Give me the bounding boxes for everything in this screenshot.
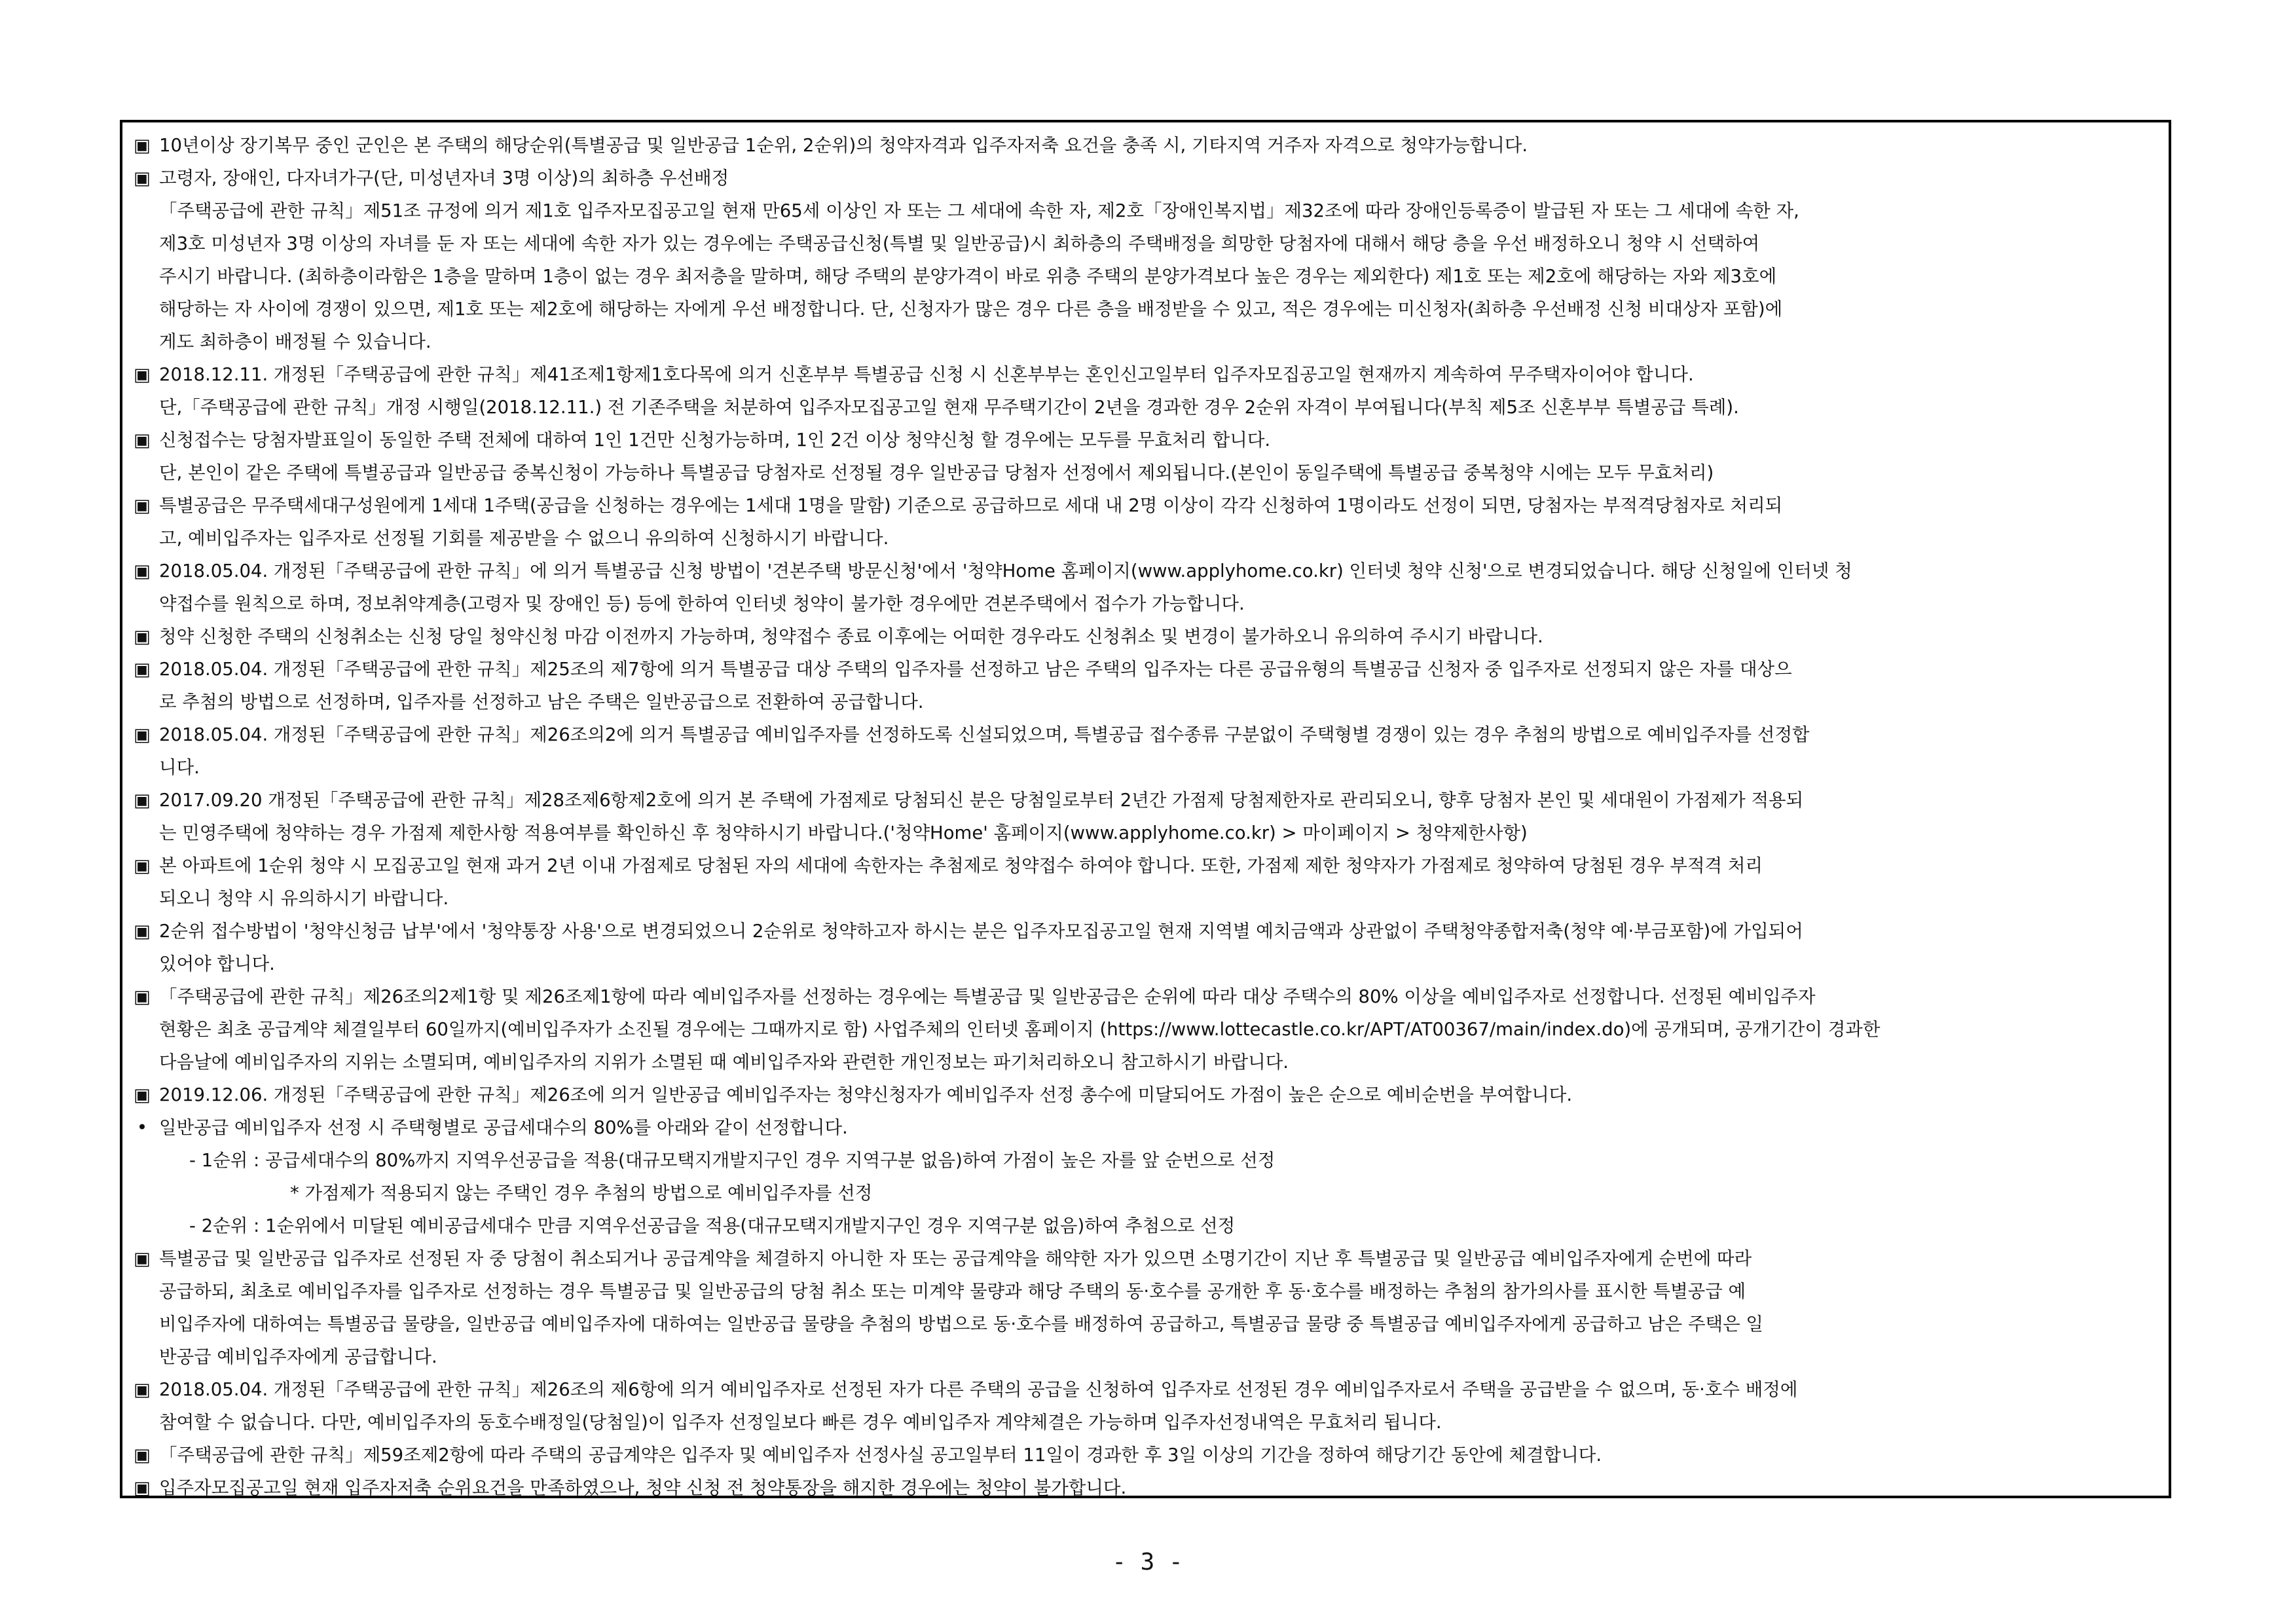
notice-line: 10년이상 장기복무 중인 군인은 본 주택의 해당순위(특별공급 및 일반공급 1순위, 2순위)의 청약자격과 입주자저축 요건을 충족 시, 기타지역 거주자 자격으로 청약가능합니다. [159, 135, 1528, 156]
square-marker-icon: ▣ [134, 364, 151, 385]
notice-line: 니다. [159, 757, 200, 778]
notice-item [129, 129, 2162, 162]
notice-item [129, 1373, 2162, 1439]
notice-line: 게도 최하층이 배정될 수 있습니다. [159, 331, 431, 352]
square-marker-icon: ▣ [134, 561, 151, 581]
notice-line: 고, 예비입주자는 입주자로 선정될 기회를 제공받을 수 없으니 유의하여 신청하시기 바랍니다. [159, 528, 889, 549]
square-marker-icon: ▣ [134, 430, 151, 451]
notice-item [129, 1242, 2162, 1373]
sub-list-rank2: - 2순위 : 1순위에서 미달된 예비공급세대수 만큼 지역우선공급을 적용(대규모택지개발지구인 경우 지역구분 없음)하여 추첨으로 선정 [189, 1215, 1236, 1236]
notice-line: 제3호 미성년자 3명 이상의 자녀를 둔 자 또는 세대에 속한 자가 있는 경우에는 주택공급신청(특별 및 일반공급)시 최하층의 주택배정을 희망한 당첨자에 대해서 해당 층을 우선 배정하오니 청약 시 선택하여 [159, 233, 1760, 254]
notice-box [120, 120, 2171, 1498]
notice-line: 있어야 합니다. [159, 953, 275, 974]
notice-line: 특별공급 및 일반공급 입주자로 선정된 자 중 당첨이 취소되거나 공급계약을 체결하지 아니한 자 또는 공급계약을 해약한 자가 있으면 소명기간이 지난 후 특별공급 및 일반공급 예비입주자에게 순번에 따라 [159, 1248, 1752, 1269]
notice-line: 「주택공급에 관한 규칙」제51조 규정에 의거 제1호 입주자모집공고일 현재 만65세 이상인 자 또는 그 세대에 속한 자, 제2호「장애인복지법」제32조에 따라 장애인등록증이 발급된 자 또는 그 세대에 속한 자, [159, 200, 1799, 221]
square-marker-icon: ▣ [134, 495, 151, 516]
notice-line: 되오니 청약 시 유의하시기 바랍니다. [159, 888, 449, 909]
square-marker-icon: ▣ [134, 659, 151, 680]
sub-list-rank1: - 1순위 : 공급세대수의 80%까지 지역우선공급을 적용(대규모택지개발지구인 경우 지역구분 없음)하여 가점이 높은 자를 앞 순번으로 선정 [189, 1150, 1276, 1171]
bullet-marker: • [136, 1117, 148, 1138]
square-marker-icon: ▣ [134, 855, 151, 876]
notice-item [129, 849, 2162, 915]
notice-line: 공급하되, 최초로 예비입주자를 입주자로 선정하는 경우 특별공급 및 일반공급의 당첨 취소 또는 미계약 물량과 해당 주택의 동·호수를 공개한 후 동·호수를 배정하는 추첨의 참가의사를 표시한 특별공급 예 [159, 1281, 1746, 1302]
notice-item [129, 358, 2162, 424]
notice-line: 반공급 예비입주자에게 공급합니다. [159, 1346, 437, 1367]
notice-line: 는 민영주택에 청약하는 경우 가점제 제한사항 적용여부를 확인하신 후 청약하시기 바랍니다.('청약Home' 홈페이지(www.applyhome.co.kr) > 마이페이지 > 청약제한사항) [159, 822, 1528, 843]
notice-line: 비입주자에 대하여는 특별공급 물량을, 일반공급 예비입주자에 대하여는 일반공급 물량을 추첨의 방법으로 동·호수를 배정하여 공급하고, 특별공급 물량 중 특별공급 예비입주자에게 공급하고 남은 주택은 일 [159, 1314, 1763, 1335]
notice-line: 특별공급은 무주택세대구성원에게 1세대 1주택(공급을 신청하는 경우에는 1세대 1명을 말함) 기준으로 공급하므로 세대 내 2명 이상이 각각 신청하여 1명이라도 선정이 되면, 당첨자는 부적격당첨자로 처리되 [159, 495, 1783, 516]
notice-item [129, 555, 2162, 620]
notice-line: 2018.05.04. 개정된「주택공급에 관한 규칙」제26조의2에 의거 특별공급 예비입주자를 선정하도록 신설되었으며, 특별공급 접수종류 구분없이 주택형별 경쟁이 있는 경우 추첨의 방법으로 예비입주자를 선정합 [159, 724, 1810, 745]
notice-line: 본 아파트에 1순위 청약 시 모집공고일 현재 과거 2년 이내 가점제로 당첨된 자의 세대에 속한자는 추첨제로 청약접수 하여야 합니다. 또한, 가점제 제한 청약자가 가점제로 청약하여 당첨된 경우 부적격 처리 [159, 855, 1763, 876]
square-marker-icon: ▣ [134, 1248, 151, 1269]
square-marker-icon: ▣ [134, 790, 151, 811]
notice-list-continued [129, 1242, 2162, 1504]
notice-line: 입주자모집공고일 현재 입주자저축 순위요건을 만족하였으나, 청약 신청 전 청약통장을 해지한 경우에는 청약이 불가합니다. [159, 1477, 1127, 1498]
notice-line: 주시기 바랍니다. (최하층이라함은 1층을 말하며 1층이 없는 경우 최저층을 말하며, 해당 주택의 분양가격이 바로 위층 주택의 분양가격보다 높은 경우는 제외한다) 제1호 또는 제2호에 해당하는 자와 제3호에 [159, 266, 1777, 287]
sub-list-head: • 일반공급 예비입주자 선정 시 주택형별로 공급세대수의 80%를 아래와 같이 선정합니다. [129, 1111, 2162, 1144]
notice-item [129, 620, 2162, 653]
square-marker-icon: ▣ [134, 986, 151, 1007]
notice-line: 2017.09.20 개정된「주택공급에 관한 규칙」제28조제6항제2호에 의거 본 주택에 가점제로 당첨되신 분은 당첨일로부터 2년간 가점제 당첨제한자로 관리되오니, 향후 당첨자 본인 및 세대원이 가점제가 적용되 [159, 790, 1804, 811]
notice-line: 2018.05.04. 개정된「주택공급에 관한 규칙」에 의거 특별공급 신청 방법이 '견본주택 방문신청'에서 '청약Home 홈페이지(www.applyhome.co.kr) 인터넷 청약 신청'으로 변경되었습니다. 해당 신청일에 인터넷 청 [159, 561, 1852, 581]
notice-line: 2019.12.06. 개정된「주택공급에 관한 규칙」제26조에 의거 일반공급 예비입주자는 청약신청자가 예비입주자 선정 총수에 미달되어도 가점이 높은 순으로 예비순번을 부여합니다. [159, 1084, 1573, 1105]
notice-item [129, 1439, 2162, 1471]
notice-item [129, 980, 2162, 1079]
notice-line: 단, 본인이 같은 주택에 특별공급과 일반공급 중복신청이 가능하나 특별공급 당첨자로 선정될 경우 일반공급 당첨자 선정에서 제외됩니다.(본인이 동일주택에 특별공급 중복청약 시에는 모두 무효처리) [159, 462, 1714, 483]
notice-item [129, 489, 2162, 555]
square-marker-icon: ▣ [134, 1084, 151, 1105]
notice-list [129, 129, 2162, 1111]
sub-list [129, 1111, 2162, 1242]
notice-line: 「주택공급에 관한 규칙」제26조의2제1항 및 제26조제1항에 따라 예비입주자를 선정하는 경우에는 특별공급 및 일반공급은 순위에 따라 대상 주택수의 80% 이상을 예비입주자로 선정합니다. 선정된 예비입주자 [159, 986, 1816, 1007]
notice-item [129, 718, 2162, 784]
notice-line: 로 추첨의 방법으로 선정하며, 입주자를 선정하고 남은 주택은 일반공급으로 전환하여 공급합니다. [159, 692, 924, 712]
notice-item [129, 162, 2162, 358]
notice-line: 2018.12.11. 개정된「주택공급에 관한 규칙」제41조제1항제1호다목에 의거 신혼부부 특별공급 신청 시 신혼부부는 혼인신고일부터 입주자모집공고일 현재까지 계속하여 무주택자이어야 합니다. [159, 364, 1694, 385]
notice-item [129, 653, 2162, 718]
page-number: - 3 - [1112, 1549, 1183, 1576]
notice-item [129, 784, 2162, 849]
notice-line: 2018.05.04. 개정된「주택공급에 관한 규칙」제26조의 제6항에 의거 예비입주자로 선정된 자가 다른 주택의 공급을 신청하여 입주자로 선정된 경우 예비입주자로서 주택을 공급받을 수 없으며, 동·호수 배정에 [159, 1379, 1798, 1400]
square-marker-icon: ▣ [134, 1477, 151, 1498]
square-marker-icon: ▣ [134, 921, 151, 942]
square-marker-icon: ▣ [134, 135, 151, 156]
notice-item [129, 424, 2162, 489]
notice-line: 신청접수는 당첨자발표일이 동일한 주택 전체에 대하여 1인 1건만 신청가능하며, 1인 2건 이상 청약신청 할 경우에는 모두를 무효처리 합니다. [159, 430, 1271, 451]
notice-line: 2018.05.04. 개정된「주택공급에 관한 규칙」제25조의 제7항에 의거 특별공급 대상 주택의 입주자를 선정하고 남은 주택의 입주자는 다른 공급유형의 특별공급 신청자 중 입주자로 선정되지 않은 자를 대상으 [159, 659, 1792, 680]
notice-item [129, 1079, 2162, 1111]
square-marker-icon: ▣ [134, 1379, 151, 1400]
notice-line: 참여할 수 없습니다. 다만, 예비입주자의 동호수배정일(당첨일)이 입주자 선정일보다 빠른 경우 예비입주자 계약체결은 가능하며 입주자선정내역은 무효처리 됩니다. [159, 1412, 1442, 1433]
notice-line: 약접수를 원칙으로 하며, 정보취약계층(고령자 및 장애인 등) 등에 한하여 인터넷 청약이 불가한 경우에만 견본주택에서 접수가 가능합니다. [159, 593, 1245, 614]
square-marker-icon: ▣ [134, 1445, 151, 1466]
sub-list-rank1-note: * 가점제가 적용되지 않는 주택인 경우 추첨의 방법으로 예비입주자를 선정 [290, 1183, 873, 1204]
square-marker-icon: ▣ [134, 626, 151, 647]
notice-item [129, 1471, 2162, 1504]
square-marker-icon: ▣ [134, 168, 151, 189]
notice-item [129, 915, 2162, 980]
notice-line: 고령자, 장애인, 다자녀가구(단, 미성년자녀 3명 이상)의 최하층 우선배정 [159, 168, 729, 189]
notice-line: 다음날에 예비입주자의 지위는 소멸되며, 예비입주자의 지위가 소멸된 때 예비입주자와 관련한 개인정보는 파기처리하오니 참고하시기 바랍니다. [159, 1052, 1289, 1073]
square-marker-icon: ▣ [134, 724, 151, 745]
notice-line: 해당하는 자 사이에 경쟁이 있으면, 제1호 또는 제2호에 해당하는 자에게 우선 배정합니다. 단, 신청자가 많은 경우 다른 층을 배정받을 수 있고, 적은 경우에는 미신청자(최하층 우선배정 신청 비대상자 포함)에 [159, 299, 1783, 320]
notice-line: 2순위 접수방법이 '청약신청금 납부'에서 '청약통장 사용'으로 변경되었으니 2순위로 청약하고자 하시는 분은 입주자모집공고일 현재 지역별 예치금액과 상관없이 주택청약종합저축(청약 예·부금포함)에 가입되어 [159, 921, 1803, 942]
notice-line: 현황은 최초 공급계약 체결일부터 60일까지(예비입주자가 소진될 경우에는 그때까지로 함) 사업주체의 인터넷 홈페이지 (https://www.lottecastle.co.kr/APT/AT00367/main/index.do)에 공개되며, 공개기간이 경과한 [159, 1019, 1881, 1040]
notice-line: 청약 신청한 주택의 신청취소는 신청 당일 청약신청 마감 이전까지 가능하며, 청약접수 종료 이후에는 어떠한 경우라도 신청취소 및 변경이 불가하오니 유의하여 주시기 바랍니다. [159, 626, 1543, 647]
notice-line: 「주택공급에 관한 규칙」제59조제2항에 따라 주택의 공급계약은 입주자 및 예비입주자 선정사실 공고일부터 11일이 경과한 후 3일 이상의 기간을 정하여 해당기간 동안에 체결합니다. [159, 1445, 1602, 1466]
notice-line: 단,「주택공급에 관한 규칙」개정 시행일(2018.12.11.) 전 기존주택을 처분하여 입주자모집공고일 현재 무주택기간이 2년을 경과한 경우 2순위 자격이 부여됩니다(부칙 제5조 신혼부부 특별공급 특례). [159, 397, 1739, 418]
